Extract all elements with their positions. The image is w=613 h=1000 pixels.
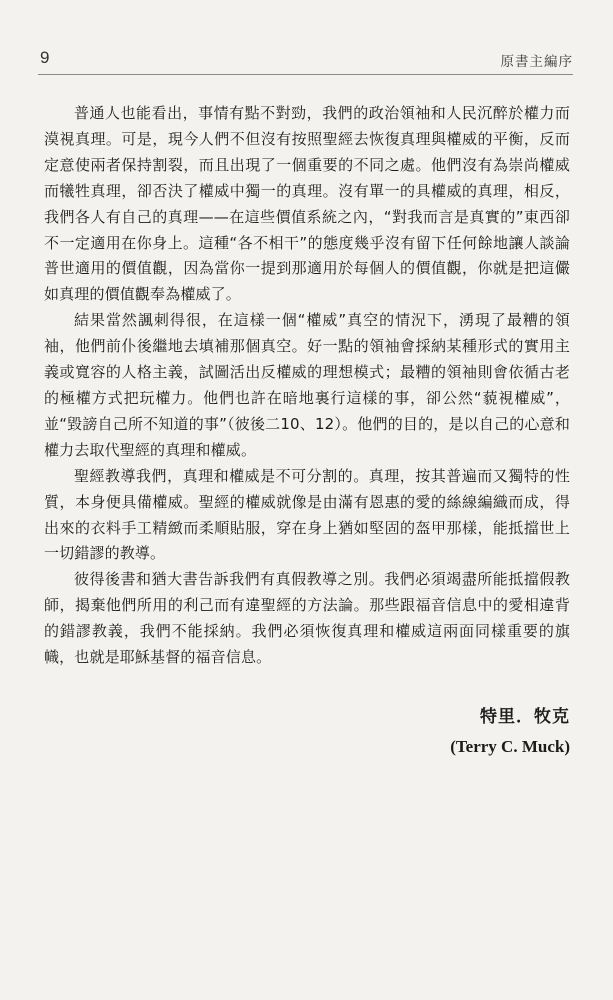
paragraph: 普通人也能看出，事情有點不對勁，我們的政治領袖和人民沉醉於權力而漠視真理。可是，現今人們不但沒有按照聖經去恢復真理與權威的平衡，反而定意使兩者保持割裂，而且出現了一個重要的不同之處。他們沒有為崇尚權威而犧牲真理，卻否決了權威中獨一的真理。沒有單一的具權威的真理，相反，我們各人有自己的真理——在這些價值系統之內，“對我而言是真實的”東西卻不一定適用在你身上。這種“各不相干”的態度幾乎沒有留下任何餘地讓人談論普世適用的價值觀，因為當你一提到那適用於每個人的價值觀，你就是把這儼如真理的價值觀奉為權威了。	[44, 104, 570, 304]
paragraph: 聖經教導我們，真理和權威是不可分割的。真理，按其普遍而又獨特的性質，本身便具備權威。聖經的權威就像是由滿有恩惠的愛的絲線編織而成，得出來的衣料手工精緻而柔順貼服，穿在身上猶如堅固的盔甲那樣，能抵擋世上一切錯謬的教導。	[44, 466, 570, 563]
author-name-chinese: 特里．牧克	[480, 707, 570, 727]
author-name-english: (Terry C. Muck)	[450, 737, 570, 756]
page-number: 9	[40, 48, 50, 67]
header-rule	[38, 74, 573, 75]
body-text	[44, 101, 570, 671]
paragraph: 結果當然諷刺得很，在這樣一個“權威”真空的情況下，湧現了最糟的領袖，他們前仆後繼地去填補那個真空。好一點的領袖會採納某種形式的實用主義或寬容的人格主義，試圖活出反權威的理想模式；最糟的領袖則會依循古老的極權方式把玩權力。他們也許在暗地裏行這樣的事，卻公然“藐視權威”，並“毀謗自己所不知道的事”（彼後二10、12）。他們的目的，是以自己的心意和權力去取代聖經的真理和權威。	[44, 311, 570, 459]
paragraph: 彼得後書和猶大書告訴我們有真假教導之別。我們必須竭盡所能抵擋假教師，揭棄他們所用的利己而有違聖經的方法論。那些跟福音信息中的愛相違背的錯謬教義，我們不能採納。我們必須恢復真理和權威這兩面同樣重要的旗幟，也就是耶穌基督的福音信息。	[44, 570, 570, 667]
running-title: 原書主編序	[500, 54, 573, 70]
signature-block	[450, 702, 570, 762]
